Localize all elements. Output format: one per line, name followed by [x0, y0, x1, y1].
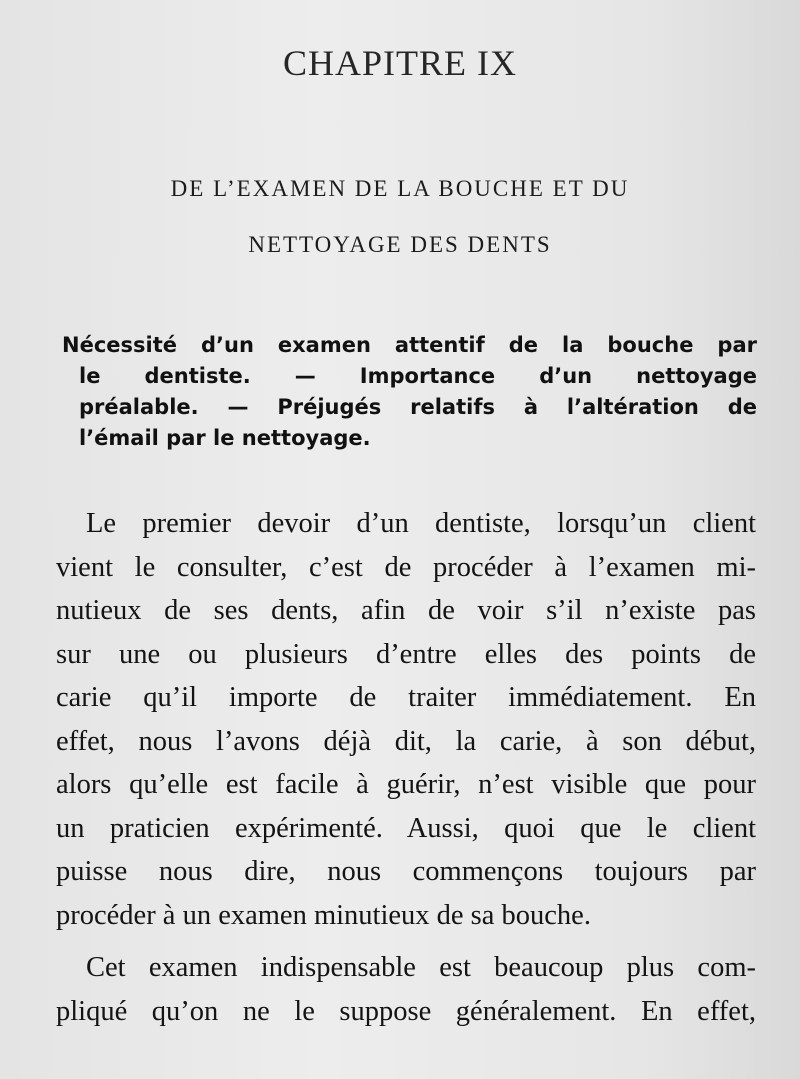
text-line: un praticien expérimenté. Aussi, quoi que le client: [56, 812, 756, 844]
text-line: vient le consulter, c’est de procéder à l’examen mi-: [56, 551, 756, 583]
summary-line: le dentiste. — Importance d’un nettoyage: [79, 364, 757, 388]
paragraph-1: [56, 502, 756, 937]
summary-line: préalable. — Préjugés relatifs à l’altération de: [79, 395, 757, 419]
text-line: pliqué qu’on ne le suppose généralement. En effet,: [56, 995, 756, 1027]
chapter-summary: [62, 330, 757, 454]
summary-line: Nécessité d’un examen attentif de la bouche par: [62, 333, 757, 357]
summary-line: l’émail par le nettoyage.: [79, 426, 371, 450]
paragraph-2: [56, 946, 756, 1033]
text-line: Le premier devoir d’un dentiste, lorsqu’un client: [86, 508, 756, 539]
chapter-title-line-1: DE L’EXAMEN DE LA BOUCHE ET DU: [170, 176, 630, 201]
text-line: puisse nous dire, nous commençons toujours par: [56, 856, 756, 887]
text-line: alors qu’elle est facile à guérir, n’est visible que pour: [56, 769, 756, 800]
text-line: effet, nous l’avons déjà dit, la carie, à son début,: [56, 725, 756, 757]
text-line: procéder à un examen minutieux de sa bouche.: [56, 899, 591, 931]
text-line: nutieux de ses dents, afin de voir s’il n’existe pas: [56, 595, 756, 626]
text-line: carie qu’il importe de traiter immédiatement. En: [56, 682, 756, 713]
chapter-title-line-2: NETTOYAGE DES DENTS: [248, 232, 552, 257]
text-line: Cet examen indispensable est beaucoup plus com-: [86, 952, 756, 983]
chapter-heading: CHAPITRE IX: [283, 43, 517, 83]
text-line: sur une ou plusieurs d’entre elles des points de: [56, 638, 756, 670]
